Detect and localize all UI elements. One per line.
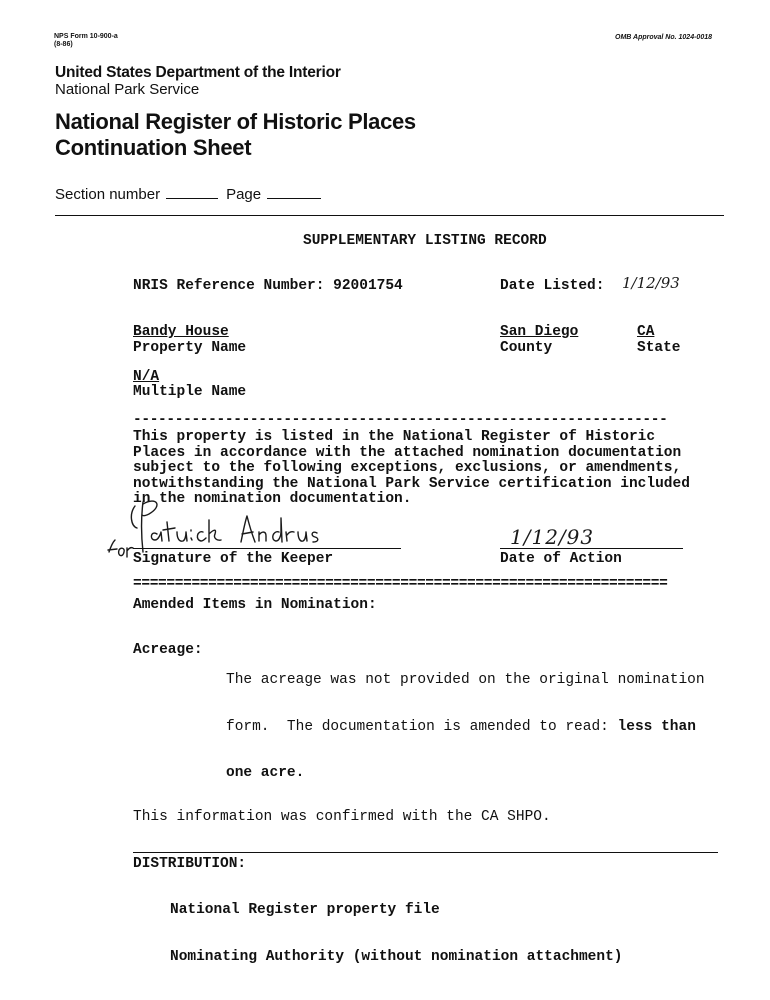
acreage-text [226, 642, 705, 797]
form-date: (8-86) [54, 41, 73, 48]
department-name: United States Department of the Interior [55, 64, 341, 81]
date-of-action-label: Date of Action [500, 551, 622, 567]
acreage-line-3: one acre. [226, 765, 305, 781]
double-rule: ================================================================ [133, 576, 668, 592]
date-listed-label: Date Listed: [500, 278, 605, 294]
multiple-name-label: Multiple Name [133, 384, 247, 400]
page-label: Page [226, 186, 262, 203]
header-rule [55, 215, 724, 216]
acreage-label: Acreage: [133, 642, 203, 658]
record-heading: SUPPLEMENTARY LISTING RECORD [303, 233, 547, 249]
form-number-block [54, 33, 118, 49]
omb-approval: OMB Approval No. 1024-0018 [615, 34, 712, 41]
section-page-line [55, 186, 329, 203]
dash-rule: ---------------------------------------------------------------- [133, 412, 668, 428]
county-label: County [500, 340, 553, 356]
distribution-item: National Register property file [170, 902, 440, 918]
title-line-2: Continuation Sheet [55, 135, 252, 160]
agency-name: National Park Service [55, 81, 200, 98]
section-number-label: Section number [55, 186, 161, 203]
nris-label [133, 278, 403, 294]
property-name-value: Bandy House [133, 324, 229, 340]
listing-statement: This property is listed in the National Register of Historic Places in accordance with the attached nomination documentation subject to the following exceptions, exclusions, or amendments, notwithstanding the National Park Service certification included in the nomination documentation. [133, 429, 690, 507]
confirmation-text: This information was confirmed with the CA SHPO. [133, 809, 551, 825]
distribution-label: DISTRIBUTION: [133, 856, 247, 872]
signature-line [133, 548, 401, 549]
acreage-line-2 [226, 720, 705, 736]
amended-items-heading: Amended Items in Nomination: [133, 597, 377, 613]
title-line-1: National Register of Historic Places [55, 109, 416, 134]
distribution-item: Nominating Authority (without nomination attachment) [170, 948, 623, 965]
section-number-blank [166, 198, 218, 199]
nris-label-text: NRIS Reference Number: [133, 278, 325, 294]
multiple-name-value: N/A [133, 369, 160, 385]
property-name-label: Property Name [133, 340, 247, 356]
date-of-action-line [500, 548, 683, 549]
page-number-blank [267, 198, 321, 199]
page-title [55, 109, 416, 161]
distribution-list [170, 872, 622, 981]
state-value: CA [637, 324, 655, 340]
acreage-line-2-bold: less than [617, 718, 696, 735]
county-value: San Diego [500, 324, 579, 340]
acreage-line-2-text: form. The documentation is amended to read: [226, 718, 618, 735]
form-number: NPS Form 10-900-a [54, 33, 118, 40]
signature-label: Signature of the Keeper [133, 551, 334, 567]
distribution-rule [133, 852, 718, 853]
acreage-line-1: The acreage was not provided on the original nomination [226, 672, 705, 688]
state-label: State [637, 340, 681, 356]
nris-value: 92001754 [333, 278, 403, 294]
date-listed-value: 1/12/93 [622, 274, 680, 292]
date-of-action-handwritten: 1/12/93 [510, 525, 595, 549]
